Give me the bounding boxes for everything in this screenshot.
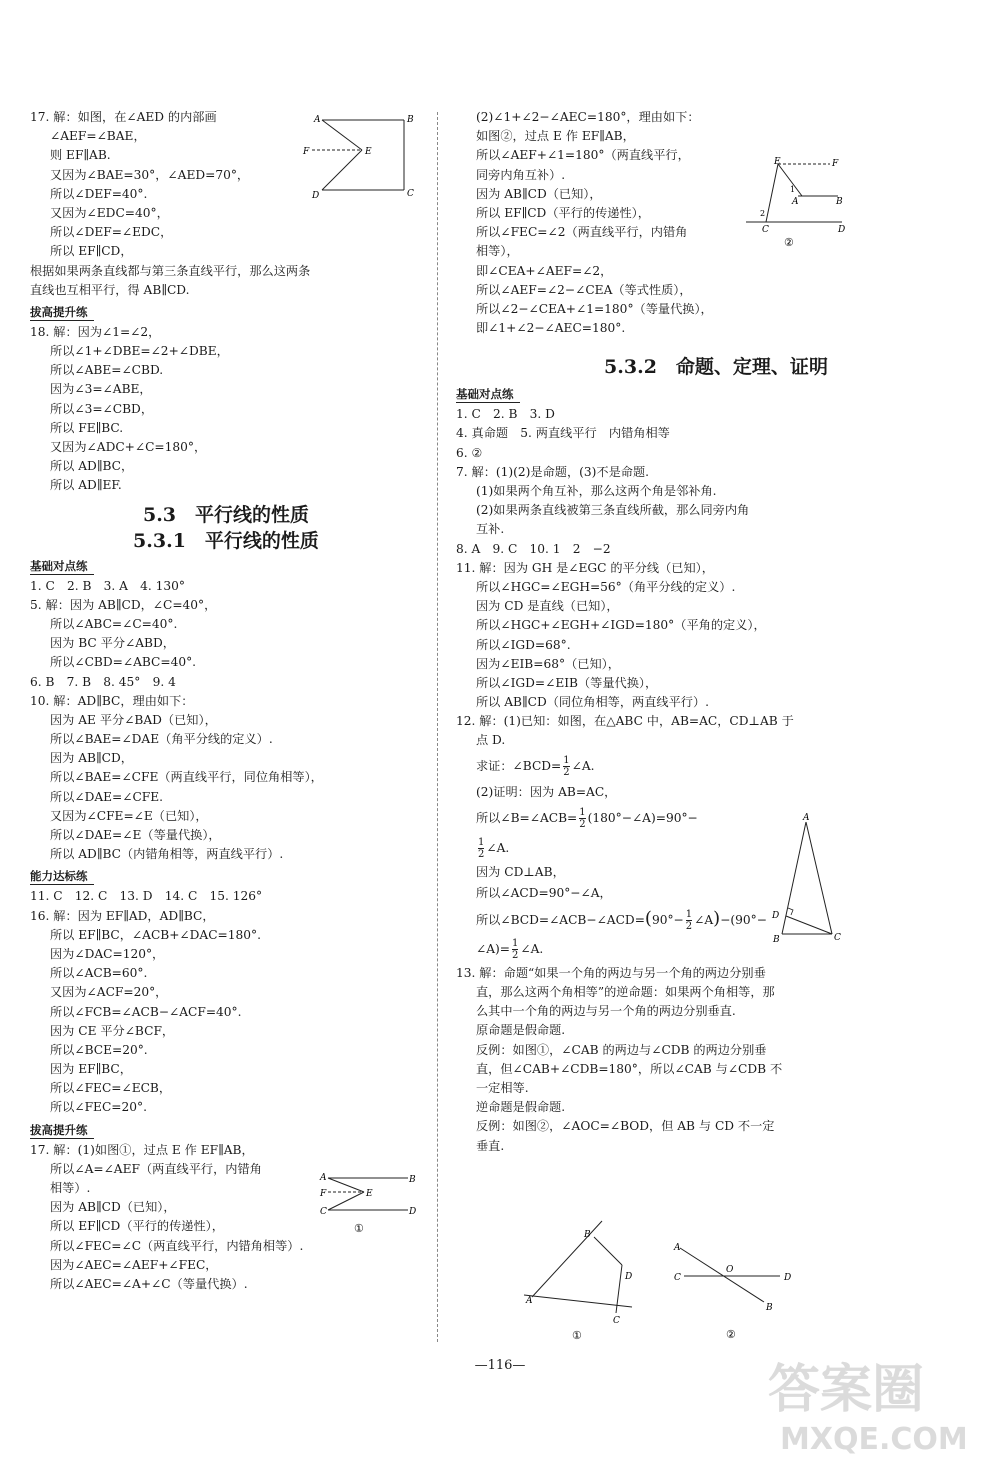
svg-text:B: B bbox=[584, 1230, 591, 1240]
text-line: 所以∠BAE=∠CFE（两直线平行，同位角相等）， bbox=[50, 770, 323, 785]
section-label-advanced-2: 拔高提升练 bbox=[30, 1122, 94, 1139]
problem-13-block bbox=[456, 964, 976, 1156]
text-line: 直，但∠CAB+∠CDB=180°，所以∠CAB 与∠CDB 不 bbox=[476, 1061, 783, 1076]
proof-line-5: 所以∠ACD=90°−∠A， bbox=[476, 885, 612, 900]
text-line: 所以 EF∥CD（平行的传递性）， bbox=[476, 205, 650, 220]
svg-text:C: C bbox=[613, 1316, 620, 1326]
text-line: 所以 AD∥EF. bbox=[50, 478, 122, 493]
text-line: 原命题是假命题. bbox=[476, 1023, 566, 1038]
text-line: 所以∠IGD=68°. bbox=[476, 637, 571, 652]
svg-text:A: A bbox=[792, 197, 799, 207]
svg-text:2: 2 bbox=[760, 209, 766, 218]
text-line: 11. C 12. C 13. D 14. C 15. 126° bbox=[30, 889, 263, 904]
text-line: 相等）， bbox=[476, 244, 519, 259]
section-title-5-3: 5.3 平行线的性质 bbox=[142, 503, 310, 526]
figure-label-1: ① bbox=[354, 1222, 364, 1235]
text-line: 所以 EF∥BC，∠ACB+∠DAC=180°. bbox=[50, 927, 261, 942]
figure-17-2 bbox=[738, 152, 858, 250]
section-title-5-3-2: 5.3.2 命题、定理、证明 bbox=[604, 356, 828, 379]
text-line: 所以∠A=∠AEF（两直线平行，内错角 bbox=[50, 1161, 262, 1176]
text-line: 5. 解：因为 AB∥CD，∠C=40°， bbox=[30, 597, 217, 612]
label-D: D bbox=[312, 191, 320, 200]
text-line: 1. C 2. B 3. D bbox=[456, 407, 555, 422]
svg-text:C: C bbox=[320, 1207, 327, 1217]
text-line: 所以∠HGC=∠EGH=56°（角平分线的定义）. bbox=[476, 579, 736, 594]
text-line: 所以∠FCB=∠ACB−∠ACF=40°. bbox=[50, 1004, 242, 1019]
text-line: 所以 AB∥CD（同位角相等，两直线平行）. bbox=[476, 695, 710, 710]
text-line: 所以∠AEF+∠1=180°（两直线平行， bbox=[476, 148, 690, 163]
label-A: A bbox=[314, 115, 321, 125]
text-line: (2)如果两条直线被第三条直线所截，那么同旁内角 bbox=[476, 503, 750, 518]
text-line: 所以∠BAE=∠DAE（角平分线的定义）. bbox=[50, 732, 273, 747]
text-line: 根据如果两条直线都与第三条直线平行，那么这两条 bbox=[30, 263, 311, 278]
figure-13-label-2: ② bbox=[726, 1328, 736, 1341]
svg-text:O: O bbox=[726, 1265, 734, 1275]
text-line: 所以∠FEC=20°. bbox=[50, 1100, 147, 1115]
text-line: 因为 AE 平分∠BAD（已知）， bbox=[50, 712, 217, 727]
text-line: 17. 解：如图，在∠AED 的内部画 bbox=[30, 110, 217, 124]
svg-text:A: A bbox=[320, 1173, 327, 1183]
svg-text:A: A bbox=[803, 813, 810, 823]
text-line: 所以∠CBD=∠ABC=40°. bbox=[50, 655, 197, 670]
svg-text:B: B bbox=[409, 1175, 416, 1185]
proof-line-3: $\frac{1}{2}$ ∠A. bbox=[478, 836, 510, 860]
text-line: (2)∠1+∠2−∠AEC=180°，理由如下： bbox=[476, 110, 700, 124]
text-line: 所以∠2−∠CEA+∠1=180°（等量代换）， bbox=[476, 301, 713, 316]
text-line: ∠AEF=∠BAE， bbox=[50, 129, 146, 144]
text-line: 13. 解：命题“如果一个角的两边与另一个角的两边分别垂 bbox=[456, 965, 766, 980]
text-line: 6. ② bbox=[456, 445, 483, 460]
text-line: 所以∠DAE=∠CFE. bbox=[50, 789, 164, 804]
text-line: 所以 FE∥BC. bbox=[50, 420, 124, 435]
prove-statement: 求证：∠BCD= $\frac{1}{2}$ ∠A. bbox=[476, 754, 595, 778]
figure-label-2: ② bbox=[784, 236, 794, 249]
text-line: 所以∠1+∠DBE=∠2+∠DBE， bbox=[50, 344, 229, 359]
text-line: 10. 解：AD∥BC，理由如下： bbox=[30, 693, 194, 708]
text-line: 即∠1+∠2−∠AEC=180°. bbox=[476, 321, 626, 336]
svg-text:F: F bbox=[320, 1189, 327, 1199]
text-line: 如图②，过点 E 作 EF∥AB， bbox=[476, 129, 635, 144]
section-label-basic-2: 基础对点练 bbox=[456, 386, 520, 403]
section-title-5-3-1: 5.3.1 平行线的性质 bbox=[133, 529, 319, 552]
svg-text:D: D bbox=[772, 911, 780, 921]
text-line: 所以∠DEF=40°. bbox=[50, 186, 148, 201]
text-line: 因为 CE 平分∠BCF， bbox=[50, 1023, 175, 1038]
figure-13-label-1: ① bbox=[572, 1329, 582, 1342]
problem-17-part2-block bbox=[456, 108, 976, 338]
proof-line-1: (2)证明：因为 AB=AC， bbox=[476, 784, 617, 799]
text-line: 因为∠AEC=∠AEF+∠FEC， bbox=[50, 1257, 218, 1272]
svg-text:B: B bbox=[836, 197, 843, 207]
text-line: 所以∠FEC=∠2（两直线平行，内错角 bbox=[476, 225, 688, 240]
text-line: 所以∠BCE=20°. bbox=[50, 1042, 148, 1057]
text-line: 所以∠IGD=∠EIB（等量代换）， bbox=[476, 675, 658, 690]
text-line: 6. B 7. B 8. 45° 9. 4 bbox=[30, 674, 176, 689]
text-line: 7. 解：(1)(2)是命题，(3)不是命题. bbox=[456, 464, 650, 479]
text-line: 所以∠ABC=∠C=40°. bbox=[50, 616, 178, 631]
basic-answers-block bbox=[30, 577, 422, 865]
text-line: 11. 解：因为 GH 是∠EGC 的平分线（已知）， bbox=[456, 560, 714, 575]
right-column bbox=[456, 108, 976, 1156]
text-line: 所以∠FEC=∠C（两直线平行，内错角相等）. bbox=[50, 1238, 304, 1253]
text-line: 所以∠FEC=∠ECB， bbox=[50, 1081, 172, 1096]
text-line: 所以∠HGC+∠EGH+∠IGD=180°（平角的定义）， bbox=[476, 618, 766, 633]
ability-answers-block bbox=[30, 887, 422, 1117]
text-line: 17. 解：(1)如图①，过点 E 作 EF∥AB， bbox=[30, 1142, 254, 1157]
text-line: 因为∠EIB=68°（已知）， bbox=[476, 656, 620, 671]
text-line: 8. A 9. C 10. 1 2 −2 bbox=[456, 541, 611, 556]
text-line: 所以 AD∥BC（内错角相等，两直线平行）. bbox=[50, 847, 284, 862]
text-line: 因为 AB∥CD（已知）， bbox=[50, 1200, 176, 1215]
figure-17-1 bbox=[318, 1170, 418, 1258]
figure-13-1 bbox=[518, 1215, 648, 1345]
svg-text:D: D bbox=[409, 1207, 417, 1217]
text-line: 12. 解：(1)已知：如图，在△ABC 中，AB=AC，CD⊥AB 于 bbox=[456, 714, 794, 729]
text-line: 反例：如图②，∠AOC=∠BOD，但 AB 与 CD 不一定 bbox=[476, 1119, 775, 1134]
left-column bbox=[30, 108, 422, 1294]
svg-text:F: F bbox=[832, 159, 839, 169]
text-line: 所以 EF∥CD， bbox=[50, 244, 133, 259]
text-line: 逆命题是假命题. bbox=[476, 1100, 566, 1115]
text-line: 又因为∠ACF=20°， bbox=[50, 985, 168, 1000]
text-line: 又因为∠BAE=30°，∠AED=70°， bbox=[50, 167, 250, 182]
svg-text:MXQE.COM: MXQE.COM bbox=[780, 1422, 968, 1457]
svg-text:E: E bbox=[774, 157, 781, 167]
proof-line-7: ∠A)= $\frac{1}{2}$ ∠A. bbox=[476, 937, 544, 961]
svg-text:D: D bbox=[838, 225, 846, 235]
text-line: 16. 解：因为 EF∥AD，AD∥BC， bbox=[30, 908, 215, 923]
svg-text:答案圈: 答案圈 bbox=[768, 1360, 925, 1420]
text-line: 相等）. bbox=[50, 1181, 91, 1195]
page-number: —116— bbox=[474, 1358, 526, 1373]
text-line: 么其中一个角的两边与另一个角的两边分别垂直. bbox=[476, 1004, 736, 1019]
text-line: 所以∠DAE=∠E（等量代换）， bbox=[50, 828, 221, 842]
svg-text:B: B bbox=[773, 935, 780, 945]
text-line: 又因为∠EDC=40°， bbox=[50, 205, 169, 220]
svg-text:D: D bbox=[625, 1272, 633, 1282]
text-line: 所以∠3=∠CBD， bbox=[50, 401, 154, 416]
text-line: 1. C 2. B 3. A 4. 130° bbox=[30, 578, 186, 593]
text-line: 4. 真命题 5. 两直线平行 内错角相等 bbox=[456, 426, 670, 441]
text-line: 又因为∠CFE=∠E（已知）， bbox=[50, 808, 208, 823]
text-line: 所以 AD∥BC， bbox=[50, 459, 134, 474]
text-line: 因为 BC 平分∠ABD， bbox=[50, 636, 175, 651]
svg-text:C: C bbox=[762, 225, 769, 235]
svg-text:1: 1 bbox=[790, 185, 796, 194]
svg-text:D: D bbox=[784, 1273, 792, 1283]
figure-13-2 bbox=[670, 1240, 810, 1344]
text-line: 一定相等. bbox=[476, 1080, 529, 1095]
svg-text:A: A bbox=[674, 1243, 681, 1253]
problem-18-block bbox=[30, 323, 422, 496]
text-line: 因为 EF∥BC， bbox=[50, 1062, 132, 1077]
section-label-basic: 基础对点练 bbox=[30, 558, 94, 575]
text-line: 因为 AB∥CD（已知）， bbox=[476, 186, 602, 201]
text-line: 即∠CEA+∠AEF=∠2， bbox=[476, 263, 613, 278]
text-line: 反例：如图①，∠CAB 的两边与∠CDB 的两边分别垂 bbox=[476, 1042, 767, 1057]
text-line: 则 EF∥AB. bbox=[50, 148, 111, 163]
label-F: F bbox=[303, 147, 310, 157]
text-line: 所以∠AEC=∠A+∠C（等量代换）. bbox=[50, 1276, 248, 1291]
text-line: 18. 解：因为∠1=∠2， bbox=[30, 324, 161, 339]
proof-line-6: 所以∠BCD=∠ACB−∠ACD=(90°− $\frac{1}{2}$ ∠A)−(90°− bbox=[476, 907, 767, 932]
text-line: (1)如果两个角互补，那么这两个角是邻补角. bbox=[476, 484, 717, 498]
figure-12-triangle bbox=[768, 812, 848, 948]
svg-text:E: E bbox=[366, 1189, 373, 1199]
svg-text:B: B bbox=[766, 1303, 773, 1313]
svg-text:C: C bbox=[834, 933, 841, 943]
text-line: 直，那么这两个角相等”的逆命题：如果两个角相等，那 bbox=[476, 985, 775, 999]
text-line: 互补. bbox=[476, 522, 505, 537]
text-line: 所以∠ABE=∠CBD. bbox=[50, 363, 164, 378]
propositions-answers-block bbox=[456, 405, 976, 750]
text-line: 所以 EF∥CD（平行的传递性）， bbox=[50, 1219, 224, 1234]
text-line: 因为∠3=∠ABE， bbox=[50, 382, 152, 397]
text-line: 又因为∠ADC+∠C=180°， bbox=[50, 440, 207, 454]
svg-text:A: A bbox=[526, 1296, 533, 1306]
column-divider bbox=[437, 112, 438, 1342]
figure-17-aed bbox=[300, 110, 420, 200]
text-line: 因为 CD 是直线（已知）， bbox=[476, 599, 619, 614]
proof-line-4: 因为 CD⊥AB， bbox=[476, 864, 565, 879]
section-label-advanced-1: 拔高提升练 bbox=[30, 304, 94, 321]
svg-text:C: C bbox=[674, 1273, 681, 1283]
section-label-ability: 能力达标练 bbox=[30, 868, 94, 885]
text-line: 垂直. bbox=[476, 1138, 505, 1153]
text-line: 同旁内角互补）. bbox=[476, 167, 566, 182]
label-C: C bbox=[407, 189, 414, 199]
text-line: 直线也互相平行，得 AB∥CD. bbox=[30, 282, 190, 297]
label-B: B bbox=[407, 115, 414, 125]
fraction-half: $\frac{1}{2}$ bbox=[563, 754, 570, 778]
text-line: 所以∠DEF=∠EDC， bbox=[50, 225, 173, 240]
proof-line-2: 所以∠B=∠ACB= $\frac{1}{2}$ (180°−∠A)=90°− bbox=[476, 806, 698, 830]
text-line: 所以∠AEF=∠2−∠CEA（等式性质）， bbox=[476, 282, 692, 297]
text-line: 点 D. bbox=[476, 733, 506, 748]
label-E: E bbox=[365, 147, 372, 157]
text-line: 因为∠DAC=120°， bbox=[50, 946, 165, 961]
watermark-logo bbox=[760, 1345, 980, 1457]
text-line: 所以∠ACB=60°. bbox=[50, 966, 148, 981]
text-line: 因为 AB∥CD， bbox=[50, 751, 133, 766]
